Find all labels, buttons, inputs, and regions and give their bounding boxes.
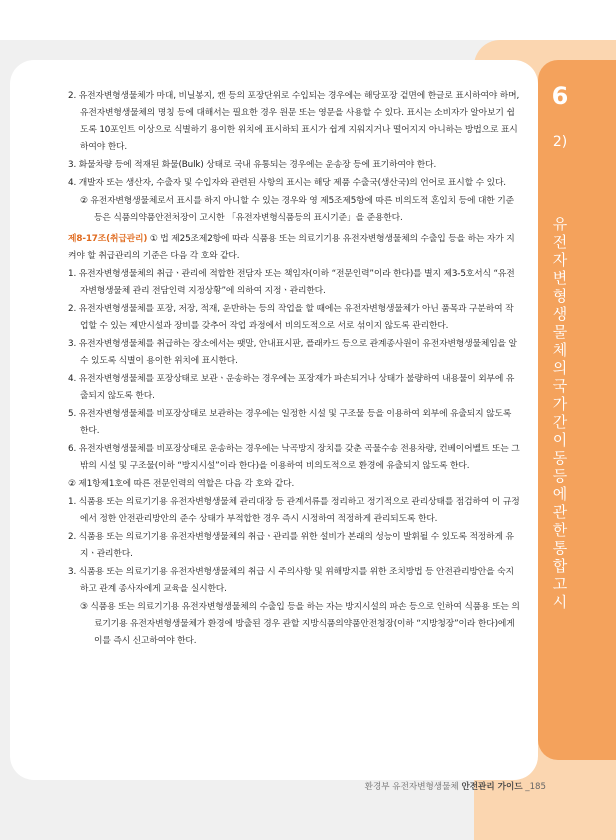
page-number: _185 <box>525 782 546 792</box>
paragraph: 5. 유전자변형생물체를 비포장상태로 보관하는 경우에는 일정한 시설 및 구조물 등을 이용하여 외부에 유출되지 않도록 한다. <box>68 409 512 436</box>
paragraph: 6. 유전자변형생물체를 비포장상태로 운송하는 경우에는 낙곡방지 장치를 갖춘 곡물수송 전용차량, 컨베이어벨트 또는 그 밖의 시설 및 구조물(이하 “방지시설”이라 한다)을 이용하여 비의도적으로 환경에 유출되지 않도록 한다. <box>68 444 520 471</box>
section-number: 2) <box>552 134 568 150</box>
paragraph: 1. 유전자변형생물체의 취급ㆍ관리에 적합한 전담자 또는 책임자(이하 “전문인력”이라 한다)를 별지 제3-5호서식 “유전자변형생물체 관리 전담인력 지정상황”에 의하여 지정ㆍ관리한다. <box>68 269 515 296</box>
paragraph: 3. 화물차량 등에 적재된 화물(Bulk) 상태로 국내 유통되는 경우에는 운송장 등에 표기하여야 한다. <box>68 160 437 170</box>
footer-title: 안전관리 가이드 <box>461 782 523 792</box>
paragraph: ② 제1항제1호에 따른 전문인력의 역할은 다음 각 호와 같다. <box>68 479 295 489</box>
paragraph: ③ 식품용 또는 의료기기용 유전자변형생물체의 수출입 등을 하는 자는 방지시설의 파손 등으로 인하여 식품용 또는 의료기기용 유전자변형생물체가 환경에 방출된 경우 관할 지방식품의약품안전청장(이하 “지방청장”이라 한다)에게 이를 즉시 신고하여야 한다. <box>80 602 520 646</box>
article-text: ① 법 제25조제2항에 따라 식품용 또는 의료기기용 유전자변형생물체의 수출입 등을 하는 자가 지켜야 할 취급관리의 기준은 다음 각 호와 같다. <box>68 234 515 261</box>
paragraph: 3. 식품용 또는 의료기기용 유전자변형생물체의 취급 시 주의사항 및 위해방지를 위한 조치방법 등 안전관리방안을 숙지하고 관계 종사자에게 교육을 실시한다. <box>68 567 514 594</box>
chapter-number: 6 <box>551 82 569 110</box>
paragraph: ② 유전자변형생물체로서 표시를 하지 아니할 수 있는 경우와 영 제5조제5항에 따른 비의도적 혼입치 등에 대한 기준 등은 식품의약품안전처장이 고시한 「유전자변형식품등의 표시기준」을 준용한다. <box>80 196 514 223</box>
page-footer <box>316 780 546 792</box>
paragraph: 4. 개발자 또는 생산자, 수출자 및 수입자와 관련된 사항의 표시는 해당 제품 수출국(생산국)의 언어로 표시할 수 있다. <box>68 178 506 188</box>
footer-publisher: 환경부 유전자변형생물체 <box>364 782 459 792</box>
document-body <box>68 88 520 651</box>
chapter-tab <box>538 60 616 760</box>
paragraph: 1. 식품용 또는 의료기기용 유전자변형생물체 관리대장 등 관계서류를 정리하고 정기적으로 관리상태를 점검하여 이 규정에서 정한 안전관리방안의 준수 상태가 부적합한 경우 즉시 시정하여 적정하게 관리되도록 한다. <box>68 497 520 524</box>
article-heading-paragraph <box>68 231 520 265</box>
paragraph: 3. 유전자변형생물체를 취급하는 장소에서는 팻말, 안내표시판, 플래카드 등으로 관계종사원이 유전자변형생물체임을 알 수 있도록 식별이 용이한 위치에 표시한다. <box>68 339 517 366</box>
paragraph: 2. 유전자변형생물체가 마대, 비닐봉지, 캔 등의 포장단위로 수입되는 경우에는 해당포장 겉면에 한글로 표시하여야 하며, 유전자변형생물체의 명칭 등에 대해서는 필요한 경우 원문 또는 영문을 사용할 수 있다. 표시는 소비자가 알아보기 쉽도록 10포인트 이상으로 식별하기 용이한 위치에 표시하되 표시가 쉽게 지워지거나 떨어지지 아니하는 방법으로 표시하여야 한다. <box>68 91 520 152</box>
article-label: 제8-17조(취급관리) <box>68 234 148 244</box>
paragraph: 2. 식품용 또는 의료기기용 유전자변형생물체의 취급ㆍ관리를 위한 설비가 본래의 성능이 발휘될 수 있도록 적정하게 유지ㆍ관리한다. <box>68 532 514 559</box>
paragraph: 4. 유전자변형생물체를 포장상태로 보관ㆍ운송하는 경우에는 포장재가 파손되거나 상태가 불량하여 내용물이 외부에 유출되지 않도록 한다. <box>68 374 515 401</box>
section-title: 유전자변형생물체의 국가간 이동 등에 관한 통합고시 <box>552 215 568 611</box>
paragraph: 2. 유전자변형생물체를 포장, 저장, 적재, 운반하는 등의 작업을 할 때에는 유전자변형생물체가 아닌 품목과 구분하여 작업할 수 있는 제반시설과 장비를 갖추어 작업 과정에서 비의도적으로 서로 섞이지 않도록 관리한다. <box>68 304 514 331</box>
